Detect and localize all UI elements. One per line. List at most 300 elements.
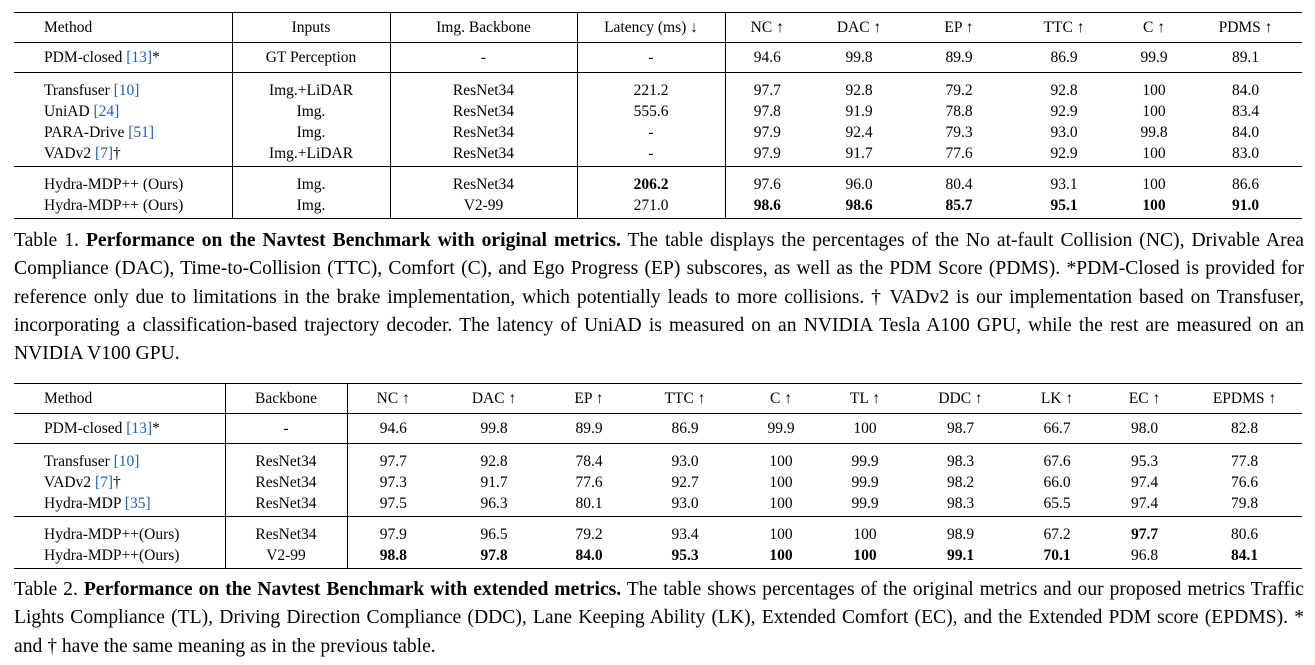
cell-value: 100 <box>1142 103 1166 120</box>
table1-header-2: Img. Backbone <box>390 13 577 43</box>
cell-value: ResNet34 <box>255 495 317 512</box>
cell-value: 97.9 <box>753 124 781 141</box>
value-cell <box>347 444 439 473</box>
cell-value: 77.8 <box>1230 453 1259 470</box>
cell-value: 66.0 <box>1043 474 1071 491</box>
value-cell <box>1102 444 1187 473</box>
method-name: PARA-Drive <box>44 124 129 141</box>
value-cell <box>1102 517 1187 546</box>
best-value: 70.1 <box>1043 547 1071 564</box>
value-cell <box>225 444 347 473</box>
cell-value: 221.2 <box>633 82 669 99</box>
value-cell <box>1119 43 1189 73</box>
value-cell <box>909 493 1012 517</box>
cell-value: ResNet34 <box>255 474 317 491</box>
best-value: 95.1 <box>1050 197 1078 214</box>
value-cell <box>809 101 909 122</box>
value-cell <box>1187 444 1302 473</box>
value-cell <box>549 414 629 444</box>
table-row <box>14 444 1302 473</box>
table-row <box>14 43 1302 73</box>
method-name: VADv2 <box>44 145 95 162</box>
cell-value: 96.8 <box>1130 547 1159 564</box>
value-cell <box>1012 545 1102 569</box>
cell-value: 92.9 <box>1050 103 1078 120</box>
value-cell <box>225 517 347 546</box>
table-2-caption <box>14 576 1304 661</box>
value-cell <box>1189 195 1302 219</box>
value-cell <box>725 43 809 73</box>
table1-header-1: Inputs <box>232 13 390 43</box>
cell-value: 86.9 <box>1050 49 1078 66</box>
value-cell <box>347 545 439 569</box>
value-cell <box>1102 414 1187 444</box>
cell-value: 99.9 <box>851 474 879 491</box>
value-cell <box>725 143 809 167</box>
value-cell <box>347 517 439 546</box>
value-cell <box>1119 101 1189 122</box>
cell-value: 77.6 <box>945 145 973 162</box>
value-cell <box>1102 545 1187 569</box>
cell-value: 86.9 <box>671 420 699 437</box>
table2-header-8: DDC ↑ <box>938 390 983 407</box>
value-cell <box>577 122 725 143</box>
cell-value: 89.9 <box>575 420 603 437</box>
method-name: Transfuser <box>44 82 114 99</box>
method-cell <box>14 122 232 143</box>
table2-header-0: Method <box>14 384 225 414</box>
method-cell <box>14 545 225 569</box>
value-cell <box>629 472 741 493</box>
value-cell <box>725 195 809 219</box>
cell-value: 84.0 <box>1231 124 1260 141</box>
value-cell <box>725 122 809 143</box>
value-cell <box>1187 545 1302 569</box>
cell-value: 99.9 <box>1140 49 1168 66</box>
value-cell <box>390 101 577 122</box>
cell-value: 96.5 <box>480 526 508 543</box>
value-cell <box>821 545 909 569</box>
value-cell <box>1187 472 1302 493</box>
value-cell <box>347 414 439 444</box>
value-cell <box>1189 122 1302 143</box>
value-cell <box>1119 195 1189 219</box>
best-value: 95.3 <box>671 547 699 564</box>
cell-value: - <box>480 49 487 66</box>
cell-value: 79.2 <box>575 526 603 543</box>
method-cell <box>14 43 232 73</box>
cell-value: 97.8 <box>753 103 781 120</box>
cell-value: 92.9 <box>1050 145 1078 162</box>
table-row <box>14 195 1302 219</box>
cell-value: 97.9 <box>753 145 781 162</box>
cell-value: Img. <box>296 103 326 120</box>
citation-link[interactable]: [13] <box>126 420 153 437</box>
value-cell <box>1012 517 1102 546</box>
table-row <box>14 517 1302 546</box>
value-cell <box>1189 43 1302 73</box>
cell-value: 93.4 <box>671 526 699 543</box>
value-cell <box>439 414 549 444</box>
table1-header-5: DAC ↑ <box>836 19 882 36</box>
cell-value: 80.4 <box>945 176 973 193</box>
cell-value: 80.6 <box>1230 526 1259 543</box>
best-value: 98.6 <box>845 197 873 214</box>
value-cell <box>549 517 629 546</box>
cell-value: 89.1 <box>1231 49 1260 66</box>
cell-value: 92.8 <box>480 453 508 470</box>
value-cell <box>629 493 741 517</box>
cell-value: 99.8 <box>480 420 508 437</box>
value-cell <box>909 517 1012 546</box>
value-cell <box>225 545 347 569</box>
value-cell <box>347 472 439 493</box>
cell-value: 94.6 <box>753 49 781 66</box>
value-cell <box>577 73 725 102</box>
value-cell <box>1119 167 1189 196</box>
value-cell <box>1187 414 1302 444</box>
cell-value: ResNet34 <box>452 103 515 120</box>
value-cell <box>390 122 577 143</box>
value-cell <box>1102 472 1187 493</box>
value-cell <box>390 143 577 167</box>
value-cell <box>577 101 725 122</box>
cell-value: 79.2 <box>945 82 973 99</box>
cell-value: 97.6 <box>753 176 781 193</box>
table-row <box>14 122 1302 143</box>
table1-header-6: EP ↑ <box>944 19 974 36</box>
value-cell <box>549 444 629 473</box>
best-value: 97.8 <box>480 547 508 564</box>
table2-header-1: Backbone <box>225 384 347 414</box>
value-cell <box>439 517 549 546</box>
method-name: PDM-closed <box>44 49 127 66</box>
value-cell <box>1009 195 1119 219</box>
citation-link[interactable]: [10] <box>113 82 140 99</box>
value-cell <box>232 101 390 122</box>
cell-value: ResNet34 <box>452 176 515 193</box>
cell-value: 99.9 <box>767 420 795 437</box>
value-cell <box>909 43 1009 73</box>
value-cell <box>909 195 1009 219</box>
value-cell <box>629 517 741 546</box>
table-row <box>14 101 1302 122</box>
cell-value: - <box>648 145 654 162</box>
table1-header-9: PDMS ↑ <box>1218 19 1273 36</box>
value-cell <box>909 472 1012 493</box>
cell-value: 97.5 <box>379 495 407 512</box>
value-cell <box>225 493 347 517</box>
cell-value: GT Perception <box>265 49 357 66</box>
citation-link[interactable]: [35] <box>124 495 151 512</box>
value-cell <box>741 545 821 569</box>
table1-header-8: C ↑ <box>1143 19 1165 36</box>
table2-header-10: EC ↑ <box>1128 390 1161 407</box>
value-cell <box>347 493 439 517</box>
cell-value: 100 <box>1142 82 1166 99</box>
cell-value: 92.4 <box>845 124 873 141</box>
method-cell <box>14 167 232 196</box>
cell-value: 78.4 <box>575 453 603 470</box>
value-cell <box>1009 167 1119 196</box>
cell-value: 98.0 <box>1130 420 1159 437</box>
method-name: Hydra-MDP++(Ours) <box>44 547 180 564</box>
value-cell <box>1189 101 1302 122</box>
value-cell <box>909 414 1012 444</box>
cell-value: 99.9 <box>851 453 879 470</box>
cell-value: 97.9 <box>379 526 407 543</box>
cell-value: 271.0 <box>633 197 669 214</box>
cell-value: 92.8 <box>1050 82 1078 99</box>
table2-header-6: C ↑ <box>770 390 792 407</box>
cell-value: ResNet34 <box>255 526 317 543</box>
value-cell <box>741 444 821 473</box>
table-1-caption-label: Table 1. <box>14 230 86 251</box>
value-cell <box>390 43 577 73</box>
value-cell <box>390 167 577 196</box>
cell-value: 86.6 <box>1231 176 1260 193</box>
value-cell <box>629 444 741 473</box>
value-cell <box>809 143 909 167</box>
cell-value: 100 <box>769 495 793 512</box>
value-cell <box>1187 517 1302 546</box>
value-cell <box>577 195 725 219</box>
table-2 <box>14 383 1302 569</box>
table2-header-7: TL ↑ <box>850 390 880 407</box>
value-cell <box>225 472 347 493</box>
best-value: 99.1 <box>946 547 975 564</box>
value-cell <box>577 143 725 167</box>
value-cell <box>1187 493 1302 517</box>
best-value: 91.0 <box>1231 197 1260 214</box>
value-cell <box>821 472 909 493</box>
value-cell <box>439 444 549 473</box>
value-cell <box>741 493 821 517</box>
cell-value: 100 <box>769 526 793 543</box>
best-value: 97.7 <box>1130 526 1159 543</box>
table-1-caption-title: Performance on the Navtest Benchmark with original metrics. <box>85 230 621 251</box>
value-cell <box>909 143 1009 167</box>
value-cell <box>629 414 741 444</box>
table2-header-9: LK ↑ <box>1040 390 1074 407</box>
cell-value: Img.+LiDAR <box>268 82 354 99</box>
citation-link[interactable]: [24] <box>93 103 120 120</box>
table-row <box>14 493 1302 517</box>
value-cell <box>1119 122 1189 143</box>
best-value: 100 <box>853 547 877 564</box>
table2-row-group <box>14 414 1302 444</box>
cell-value: 100 <box>1142 176 1166 193</box>
cell-value: 83.4 <box>1231 103 1260 120</box>
citation-link[interactable]: [7] <box>94 474 114 491</box>
cell-value: 93.1 <box>1050 176 1078 193</box>
cell-value: Img. <box>296 176 326 193</box>
cell-value: 66.7 <box>1043 420 1071 437</box>
table2-header-3: DAC ↑ <box>471 390 517 407</box>
cell-value: Img. <box>296 124 326 141</box>
best-value: 98.8 <box>379 547 407 564</box>
method-cell <box>14 472 225 493</box>
table-2-caption-title: Performance on the Navtest Benchmark with extended metrics. <box>83 579 622 600</box>
cell-value: 100 <box>1142 145 1166 162</box>
value-cell <box>232 43 390 73</box>
value-cell <box>821 493 909 517</box>
value-cell <box>909 73 1009 102</box>
value-cell <box>232 167 390 196</box>
footnote-mark: † <box>113 474 121 491</box>
method-name: VADv2 <box>44 474 95 491</box>
method-cell <box>14 493 225 517</box>
method-name: UniAD <box>44 103 94 120</box>
table1-row-group <box>14 73 1302 167</box>
cell-value: V2-99 <box>266 547 306 564</box>
cell-value: 93.0 <box>1050 124 1078 141</box>
method-cell <box>14 517 225 546</box>
cell-value: 82.8 <box>1230 420 1259 437</box>
cell-value: 98.7 <box>946 420 975 437</box>
method-name: Hydra-MDP++(Ours) <box>44 526 180 543</box>
value-cell <box>1119 143 1189 167</box>
cell-value: 99.8 <box>1140 124 1168 141</box>
cell-value: 91.7 <box>480 474 508 491</box>
cell-value: 93.0 <box>671 453 699 470</box>
best-value: 84.0 <box>575 547 603 564</box>
value-cell <box>577 167 725 196</box>
value-cell <box>225 414 347 444</box>
value-cell <box>725 167 809 196</box>
method-name: PDM-closed <box>44 420 127 437</box>
value-cell <box>909 167 1009 196</box>
cell-value: 96.0 <box>845 176 873 193</box>
value-cell <box>821 444 909 473</box>
value-cell <box>1009 73 1119 102</box>
cell-value: 91.9 <box>845 103 873 120</box>
value-cell <box>809 43 909 73</box>
table-row <box>14 545 1302 569</box>
value-cell <box>809 195 909 219</box>
value-cell <box>439 472 549 493</box>
value-cell <box>821 517 909 546</box>
table1-header-0: Method <box>14 13 232 43</box>
cell-value: 100 <box>853 420 877 437</box>
cell-value: V2-99 <box>463 197 504 214</box>
cell-value: 67.2 <box>1043 526 1071 543</box>
value-cell <box>1009 43 1119 73</box>
table-row <box>14 414 1302 444</box>
value-cell <box>439 545 549 569</box>
method-cell <box>14 143 232 167</box>
best-value: 100 <box>769 547 793 564</box>
cell-value: 67.6 <box>1043 453 1071 470</box>
method-name: Hydra-MDP++ (Ours) <box>44 176 184 193</box>
cell-value: 78.8 <box>945 103 973 120</box>
table2-header-11: EPDMS ↑ <box>1212 390 1277 407</box>
value-cell <box>1012 493 1102 517</box>
table-1-caption-text: The table displays the percentages of the No at-fault Collision (NC), Drivable Area Compliance (DAC), Time-to-Collision (TTC), Comfort (C), and Ego Progress (EP) subscores, as well as the PDM Score (PDMS). *PDM-Closed is provided for reference only due to limitations in the brake implementation, which potentially leads to more collisions. † VADv2 is our implementation based on Transfuser, incorporating a classification-based trajectory decoder. The latency of UniAD is measured on an NVIDIA Tesla A100 GPU, while the rest are measured on an NVIDIA V100 GPU. <box>14 230 1304 365</box>
table2-row-group <box>14 517 1302 569</box>
cell-value: 97.7 <box>379 453 407 470</box>
cell-value: 97.4 <box>1130 495 1159 512</box>
citation-link[interactable]: [7] <box>94 145 114 162</box>
cell-value: 92.8 <box>845 82 873 99</box>
cell-value: 89.9 <box>945 49 973 66</box>
value-cell <box>1012 472 1102 493</box>
value-cell <box>809 122 909 143</box>
value-cell <box>1189 143 1302 167</box>
cell-value: 98.9 <box>946 526 975 543</box>
cell-value: 91.7 <box>845 145 873 162</box>
cell-value: 555.6 <box>633 103 669 120</box>
cell-value: 79.3 <box>945 124 973 141</box>
best-value: 100 <box>1142 197 1166 214</box>
value-cell <box>725 73 809 102</box>
cell-value: ResNet34 <box>255 453 317 470</box>
cell-value: Img.+LiDAR <box>268 145 354 162</box>
cell-value: 93.0 <box>671 495 699 512</box>
cell-value: 76.6 <box>1230 474 1259 491</box>
value-cell <box>909 101 1009 122</box>
value-cell <box>1189 73 1302 102</box>
cell-value: ResNet34 <box>452 82 515 99</box>
value-cell <box>439 493 549 517</box>
value-cell <box>549 472 629 493</box>
value-cell <box>741 472 821 493</box>
table-row <box>14 73 1302 102</box>
table-row <box>14 167 1302 196</box>
value-cell <box>741 414 821 444</box>
cell-value: 100 <box>769 453 793 470</box>
value-cell <box>390 195 577 219</box>
cell-value: ResNet34 <box>452 124 515 141</box>
value-cell <box>577 43 725 73</box>
method-cell <box>14 73 232 102</box>
citation-link[interactable]: [10] <box>113 453 140 470</box>
table-2-caption-label: Table 2. <box>14 579 84 600</box>
value-cell <box>809 73 909 102</box>
method-cell <box>14 195 232 219</box>
table2-header-5: TTC ↑ <box>664 390 706 407</box>
cell-value: 77.6 <box>575 474 603 491</box>
value-cell <box>821 414 909 444</box>
value-cell <box>232 195 390 219</box>
value-cell <box>232 122 390 143</box>
cell-value: 95.3 <box>1130 453 1159 470</box>
table-1-header-row <box>14 13 1302 43</box>
value-cell <box>1189 167 1302 196</box>
cell-value: 100 <box>853 526 877 543</box>
value-cell <box>549 545 629 569</box>
value-cell <box>909 122 1009 143</box>
cell-value: 79.8 <box>1230 495 1259 512</box>
method-cell <box>14 444 225 473</box>
citation-link[interactable]: [51] <box>128 124 155 141</box>
best-value: 85.7 <box>945 197 973 214</box>
value-cell <box>725 101 809 122</box>
value-cell <box>1012 414 1102 444</box>
table2-header-4: EP ↑ <box>574 390 604 407</box>
cell-value: 92.7 <box>671 474 699 491</box>
table-2-caption-text: The table shows percentages of the original metrics and our proposed metrics Traffic Lights Compliance (TL), Driving Direction Compliance (DDC), Lane Keeping Ability (LK), Extended Comfort (EC), and the Extended PDM score (EPDMS). * and † have the same meaning as in the previous table. <box>14 579 1304 657</box>
citation-link[interactable]: [13] <box>126 49 153 66</box>
table1-row-group <box>14 167 1302 219</box>
footnote-mark: * <box>152 49 160 66</box>
cell-value: 99.8 <box>845 49 873 66</box>
best-value: 84.1 <box>1230 547 1259 564</box>
cell-value: - <box>283 420 289 437</box>
cell-value: 97.7 <box>753 82 781 99</box>
method-name: Hydra-MDP <box>44 495 125 512</box>
best-value: 98.6 <box>753 197 781 214</box>
